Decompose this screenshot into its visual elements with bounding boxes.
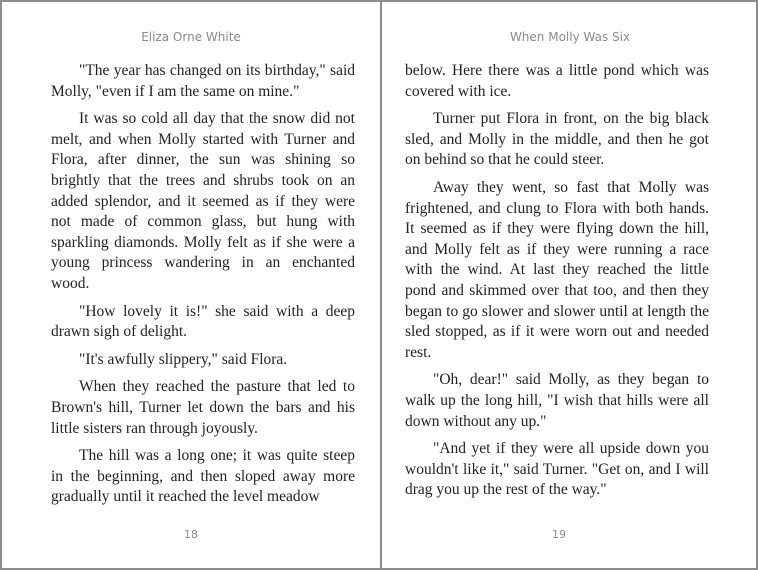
paragraph: The hill was a long one; it was quite steep in the beginning, and then sloped away more gradually until it reached the level meadow: [51, 447, 355, 506]
paragraph: "It's awfully slippery," said Flora.: [79, 350, 288, 368]
right-page-text: [405, 61, 709, 508]
paragraph: Turner put Flora in front, on the big black sled, and Molly in the middle, and then he got on behind so that he could steer.: [405, 110, 709, 169]
author-running-header: Eliza Orne White: [141, 30, 241, 44]
right-page[interactable]: [382, 2, 758, 568]
paragraph: "The year has changed on its birthday," said Molly, "even if I am the same on mine.": [51, 62, 355, 100]
paragraph: "And yet if they were all upside down you wouldn't like it," said Turner. "Get on, and I will drag you up the rest of the way.": [405, 440, 709, 499]
paragraph: "How lovely it is!" she said with a deep drawn sigh of delight.: [51, 302, 355, 341]
paragraph: When they reached the pasture that led to Brown's hill, Turner let down the bars and his little sisters ran through joyously.: [51, 378, 355, 437]
paragraph: Away they went, so fast that Molly was frightened, and clung to Flora with both hands. It seemed as if they were flying down the hill, and Molly felt as if they were running a race with the wind. At last they reached the little pond and skimmed over that too, and then they began to go slower and slower until at length the sled stopped, as if it were worn out and needed rest.: [405, 178, 709, 361]
page-number: 19: [552, 528, 566, 541]
paragraph: "Oh, dear!" said Molly, as they began to walk up the long hill, "I wish that hills were all down without any up.": [405, 371, 709, 430]
left-page[interactable]: [2, 2, 380, 568]
page-number: 18: [184, 528, 198, 541]
title-running-header: When Molly Was Six: [509, 30, 631, 44]
paragraph-continuation: below. Here there was a little pond which was covered with ice.: [405, 62, 709, 100]
left-page-text: [51, 61, 355, 515]
paragraph: It was so cold all day that the snow did not melt, and when Molly started with Turner and Flora, after dinner, the sun was shining so brightly that the trees and shrubs took on an added splendor, and it seemed as if they were not made of common glass, but hung with sparkling diamonds. Molly felt as if she were a young princess wandering in an enchanted wood.: [51, 110, 355, 292]
